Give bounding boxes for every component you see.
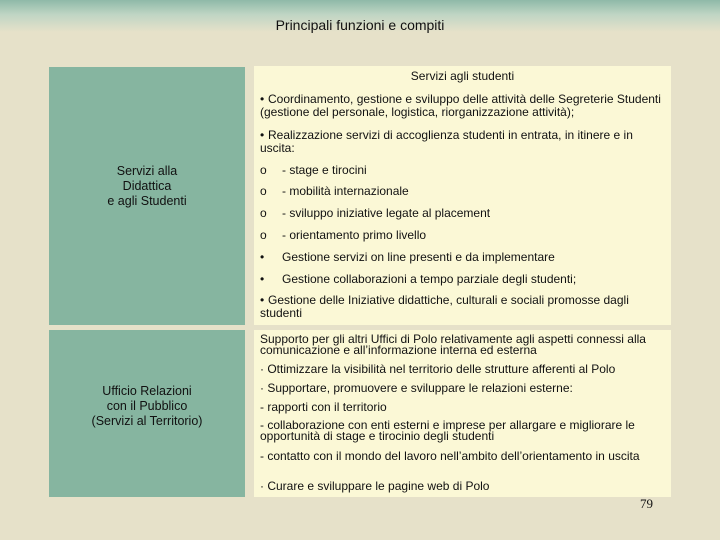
bullet-item: • Gestione servizi on line presenti e da implementare — [260, 250, 555, 264]
paragraph: - rapporti con il territorio — [260, 400, 387, 414]
left-cell-servizi-didattica — [49, 67, 245, 325]
paragraph: - collaborazione con enti esterni e imprese per allargare e migliorare le opportunità di stage e tirocinio degli studenti — [260, 418, 635, 443]
bullet-item: • Coordinamento, gestione e sviluppo delle attività delle Segreterie Studenti (gestione del personale, logistica, riorganizzazione attività); — [260, 92, 661, 119]
bullet-item: • Gestione delle Iniziative didattiche, culturali e sociali promosse dagli studenti — [260, 293, 629, 320]
sub-item: o - stage e tirocini — [260, 163, 367, 177]
page-number: 79 — [640, 496, 653, 511]
bullet-icon: • — [260, 128, 265, 142]
left-cell-label: Servizi alla Didattica e agli Studenti — [107, 163, 187, 208]
bullet-icon: • — [260, 272, 265, 286]
sub-bullet-icon: o — [260, 206, 267, 220]
bullet-item: • Realizzazione servizi di accoglienza studenti in entrata, in itinere e in uscita: — [260, 128, 633, 155]
sub-bullet-icon: o — [260, 163, 267, 177]
left-cell-urp — [49, 330, 245, 497]
paragraph: Supporto per gli altri Uffici di Polo relativamente agli aspetti connessi alla comunicazione e all’informazione interna ed esterna — [260, 332, 646, 357]
paragraph: - contatto con il mondo del lavoro nell’ambito dell’orientamento in uscita — [260, 449, 640, 463]
sub-item: o - mobilità internazionale — [260, 184, 409, 198]
paragraph: · Curare e sviluppare le pagine web di Polo — [260, 479, 490, 493]
bullet-icon: • — [260, 250, 265, 264]
bullet-icon: • — [260, 92, 265, 106]
right-cell-servizi-studenti — [254, 66, 671, 325]
page-title: Principali funzioni e compiti — [275, 17, 445, 33]
sub-item: o - sviluppo iniziative legate al placement — [260, 206, 491, 220]
sub-item: o - orientamento primo livello — [260, 228, 427, 242]
paragraph: · Supportare, promuovere e sviluppare le relazioni esterne: — [260, 381, 573, 395]
cell-header: Servizi agli studenti — [410, 69, 515, 83]
bullet-item: • Gestione collaborazioni a tempo parziale degli studenti; — [260, 272, 577, 286]
paragraph: · Ottimizzare la visibilità nel territorio delle strutture afferenti al Polo — [260, 362, 616, 376]
bullet-icon: • — [260, 293, 265, 307]
left-cell-label: Ufficio Relazioni con il Pubblico (Servizi al Territorio) — [91, 384, 203, 428]
right-cell-urp — [254, 330, 671, 497]
sub-bullet-icon: o — [260, 184, 267, 198]
sub-bullet-icon: o — [260, 228, 267, 242]
